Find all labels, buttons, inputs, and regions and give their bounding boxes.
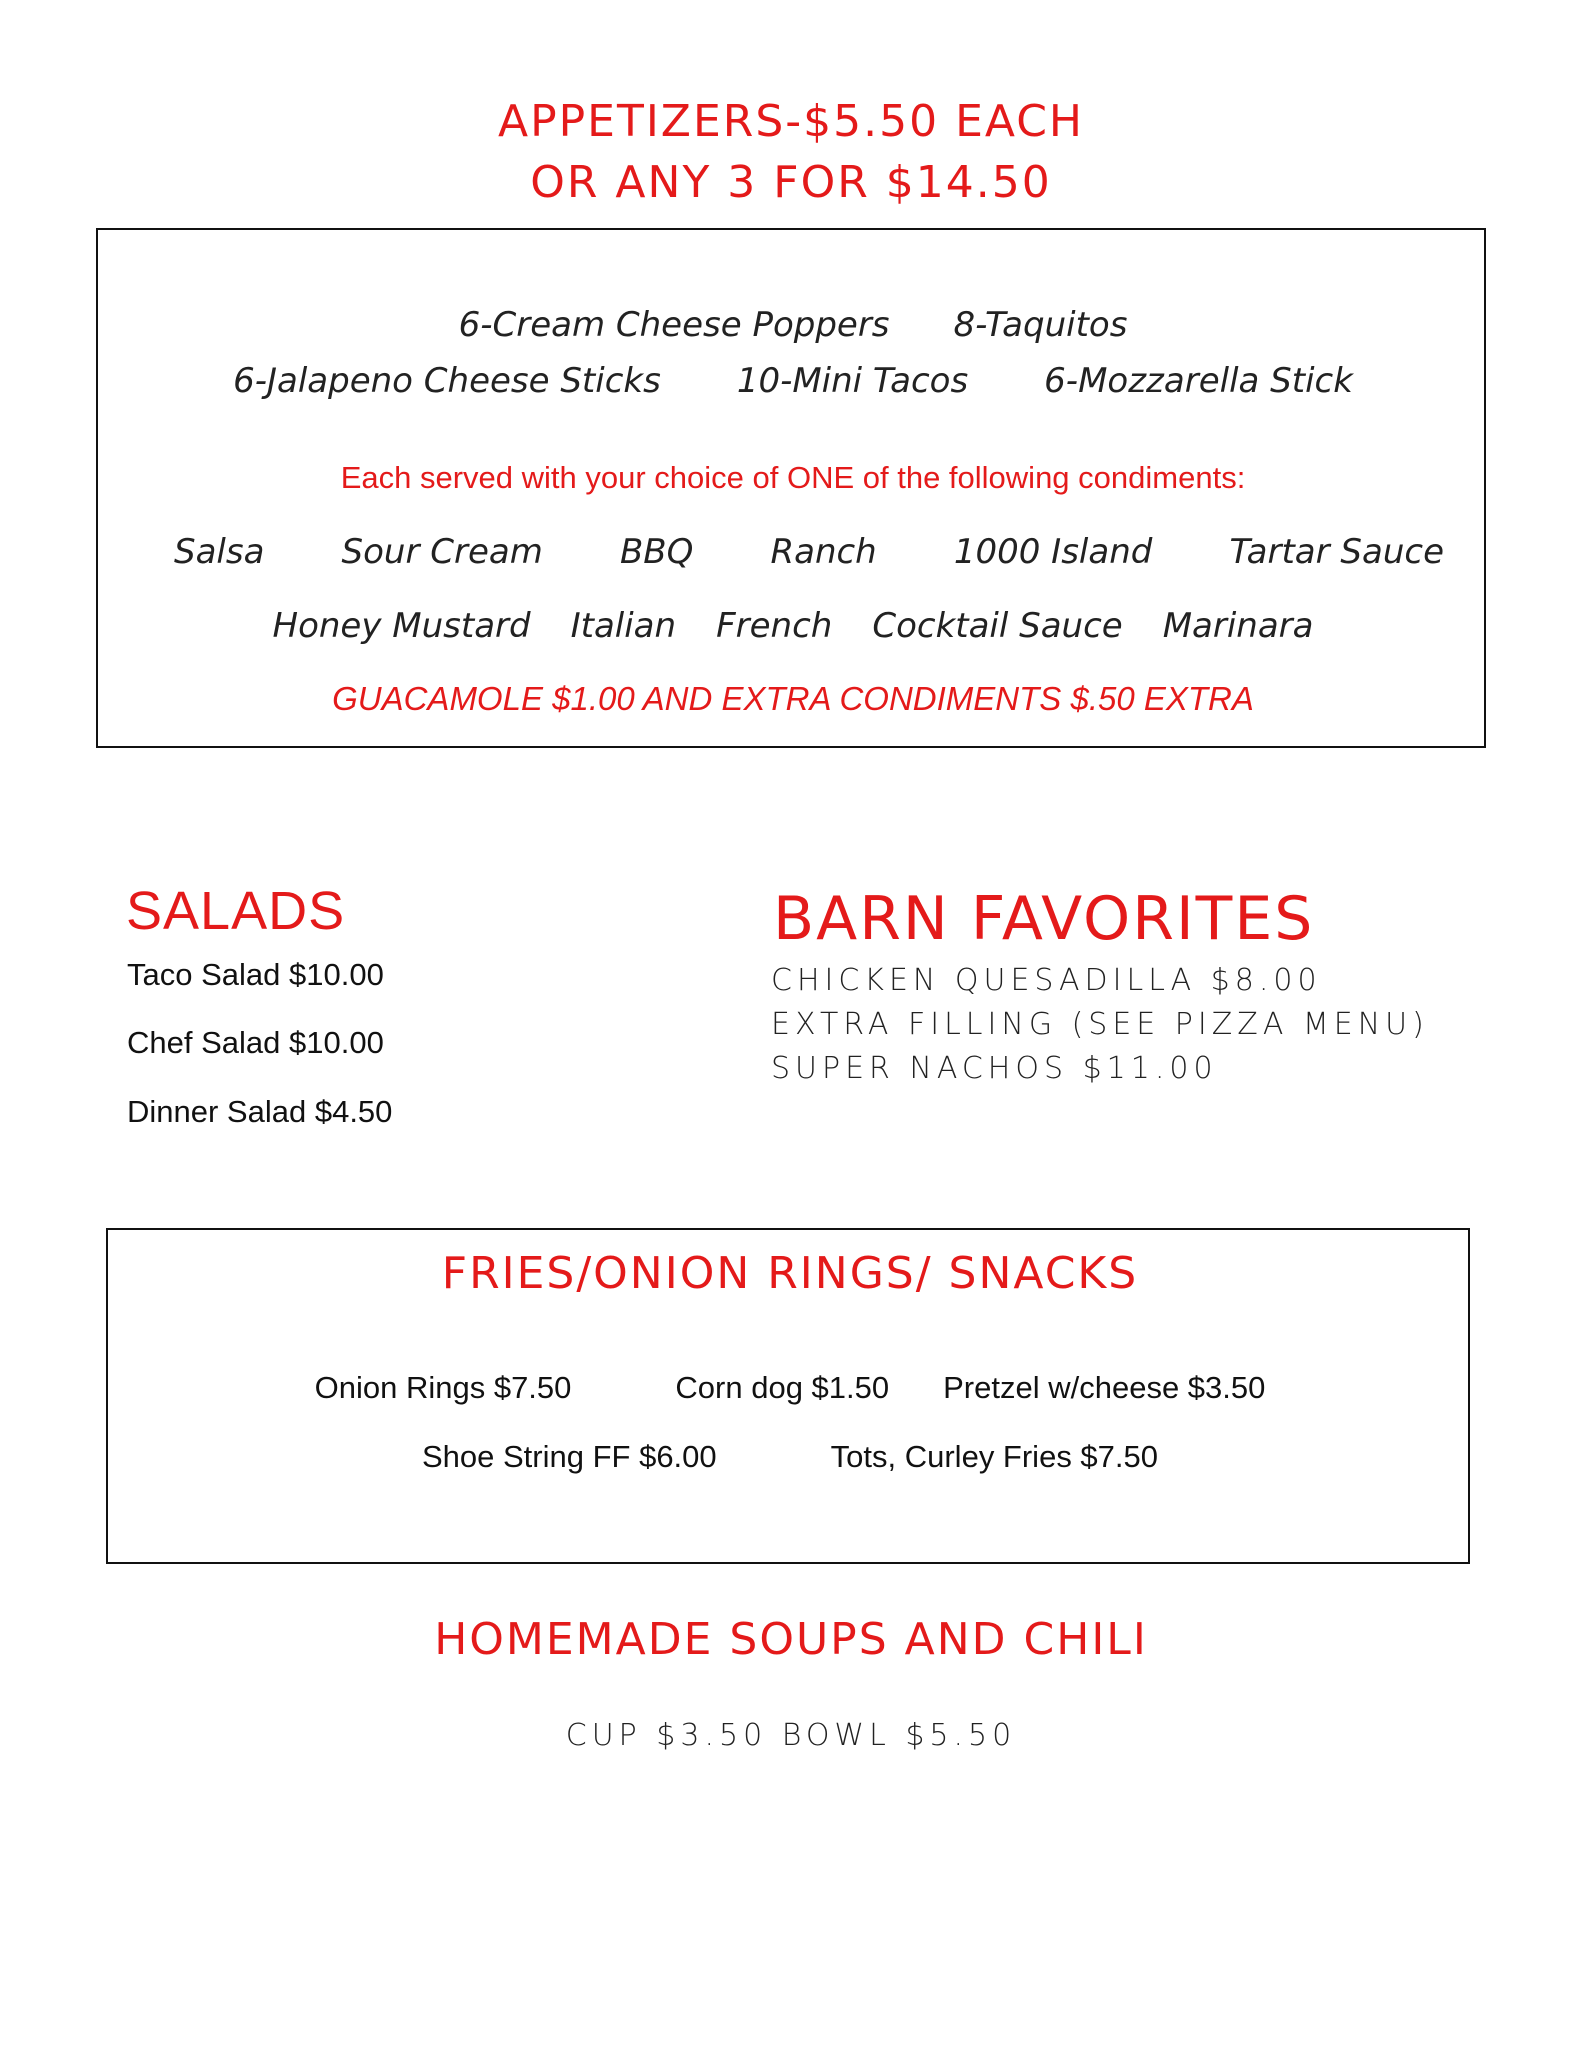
appetizer-item: 6-Cream Cheese Poppers [458, 305, 890, 345]
condiments-row-1 [174, 532, 1444, 572]
appetizer-item: 10-Mini Tacos [736, 361, 969, 401]
condiment-item: Italian [570, 606, 677, 646]
condiment-item: Salsa [174, 532, 265, 572]
appetizers-title-line-1: APPETIZERS-$5.50 EACH [497, 96, 1085, 147]
appetizer-item: 6-Mozzarella Stick [1044, 361, 1353, 401]
barn-favorites-title: BARN FAVORITES [773, 884, 1315, 954]
fries-row-2 [108, 1439, 1472, 1475]
salad-item: Chef Salad $10.00 [127, 1025, 384, 1060]
condiment-note: Each served with your choice of ONE of the following condiments: [340, 460, 1246, 495]
snack-item: Tots, Curley Fries $7.50 [830, 1439, 1159, 1474]
barn-favorite-item: EXTRA FILLING (SEE PIZZA MENU) [771, 1007, 1429, 1042]
condiment-item: Ranch [770, 532, 877, 572]
salad-item: Dinner Salad $4.50 [127, 1094, 393, 1129]
appetizers-box [96, 228, 1486, 748]
fries-snacks-box [106, 1228, 1470, 1564]
condiment-item: Marinara [1162, 606, 1314, 646]
condiment-item: 1000 Island [953, 532, 1153, 572]
condiment-item: French [716, 606, 833, 646]
appetizer-item: 8-Taquitos [953, 305, 1128, 345]
appetizer-items-row-1 [98, 305, 1488, 345]
condiment-item: Sour Cream [341, 532, 543, 572]
extra-condiments-note: GUACAMOLE $1.00 AND EXTRA CONDIMENTS $.50 EXTRA [332, 680, 1254, 717]
barn-favorite-item: CHICKEN QUESADILLA $8.00 [771, 963, 1322, 998]
appetizer-item: 6-Jalapeno Cheese Sticks [233, 361, 661, 401]
salads-title: SALADS [126, 881, 346, 941]
soups-chili-title: HOMEMADE SOUPS AND CHILI [434, 1614, 1148, 1665]
fries-row-1 [108, 1370, 1472, 1406]
appetizer-items-row-2 [98, 361, 1488, 401]
soups-prices: CUP $3.50 BOWL $5.50 [565, 1718, 1017, 1753]
salad-item: Taco Salad $10.00 [127, 957, 384, 992]
snack-item: Pretzel w/cheese $3.50 [943, 1370, 1266, 1405]
condiment-item: Tartar Sauce [1229, 532, 1444, 572]
condiment-item: Honey Mustard [272, 606, 531, 646]
condiment-item: Cocktail Sauce [872, 606, 1123, 646]
fries-snacks-title: FRIES/ONION RINGS/ SNACKS [441, 1248, 1139, 1299]
snack-item: Shoe String FF $6.00 [421, 1439, 717, 1474]
snack-item: Corn dog $1.50 [675, 1370, 890, 1405]
barn-favorite-item: SUPER NACHOS $11.00 [771, 1051, 1218, 1086]
snack-item: Onion Rings $7.50 [314, 1370, 572, 1405]
condiments-row-2 [98, 606, 1488, 646]
appetizers-title-line-2: OR ANY 3 FOR $14.50 [530, 157, 1052, 208]
condiment-item: BBQ [619, 532, 694, 572]
